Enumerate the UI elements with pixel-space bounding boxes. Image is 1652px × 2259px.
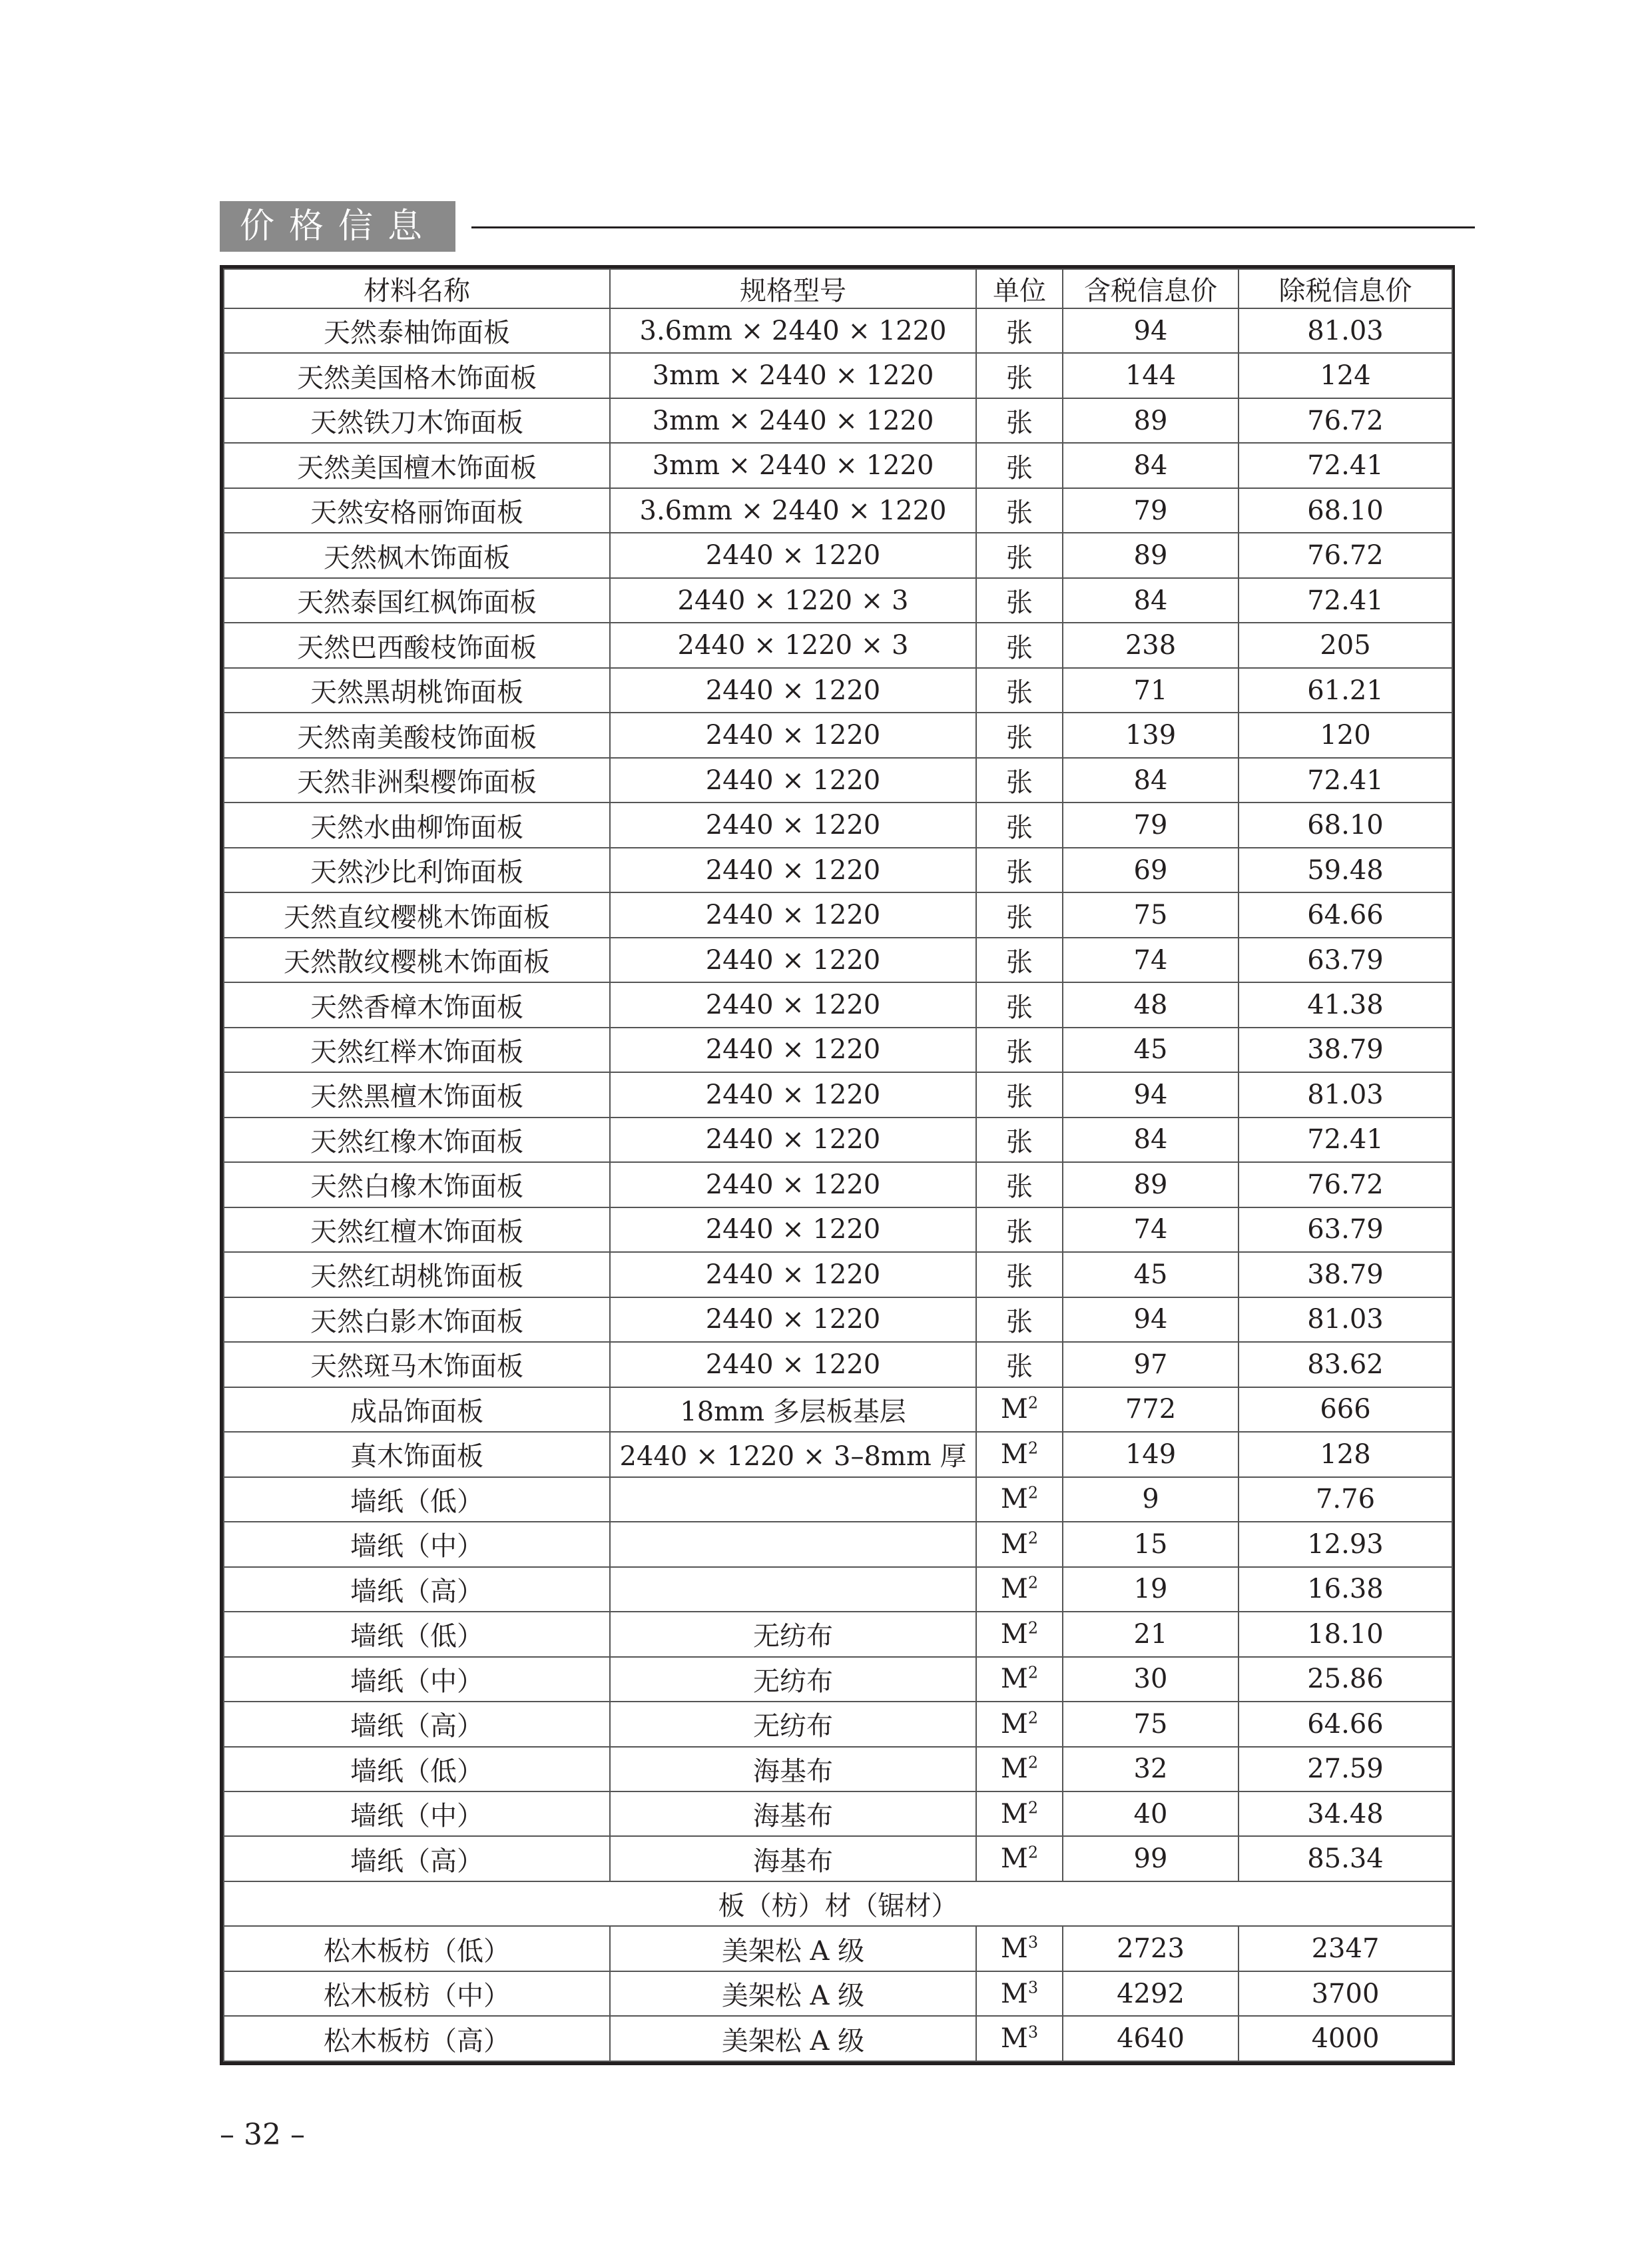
unit-text: 张 bbox=[1006, 497, 1033, 529]
table-row bbox=[224, 803, 1452, 847]
table-row bbox=[224, 1926, 1452, 1971]
unit-text: 张 bbox=[1006, 408, 1033, 439]
cell-name: 墙纸（低） bbox=[224, 1477, 610, 1522]
cell-unit bbox=[976, 1028, 1063, 1072]
table-row bbox=[224, 1028, 1452, 1072]
table-row bbox=[224, 443, 1452, 487]
cell-unit bbox=[976, 443, 1063, 487]
cell-price-tax: 21 bbox=[1063, 1612, 1239, 1656]
cell-price-tax: 84 bbox=[1063, 578, 1239, 623]
cell-price-tax: 4292 bbox=[1063, 1971, 1239, 2016]
cell-name: 天然非洲梨樱饰面板 bbox=[224, 758, 610, 803]
cell-name: 墙纸（高） bbox=[224, 1567, 610, 1612]
unit-text: M bbox=[1000, 1843, 1028, 1875]
cell-price-tax: 89 bbox=[1063, 1162, 1239, 1207]
table-row bbox=[224, 892, 1452, 937]
cell-unit bbox=[976, 533, 1063, 577]
cell-price-notax: 120 bbox=[1239, 713, 1452, 757]
section-row bbox=[224, 1881, 1452, 1926]
cell-name: 天然黑檀木饰面板 bbox=[224, 1072, 610, 1117]
cell-spec: 2440 × 1220 bbox=[610, 892, 976, 937]
unit-superscript: 2 bbox=[1027, 1753, 1039, 1772]
unit-text: 张 bbox=[1006, 1351, 1033, 1383]
column-header-price-tax: 含税信息价 bbox=[1063, 269, 1239, 308]
cell-price-notax: 41.38 bbox=[1239, 982, 1452, 1027]
cell-spec bbox=[610, 1477, 976, 1522]
cell-price-notax: 81.03 bbox=[1239, 1297, 1452, 1342]
cell-price-notax: 68.10 bbox=[1239, 488, 1452, 533]
table-row bbox=[224, 2016, 1452, 2061]
cell-name: 成品饰面板 bbox=[224, 1387, 610, 1432]
column-header-price-notax: 除税信息价 bbox=[1239, 269, 1452, 308]
cell-name: 墙纸（中） bbox=[224, 1791, 610, 1836]
cell-price-tax: 30 bbox=[1063, 1657, 1239, 1702]
unit-superscript: 3 bbox=[1027, 1978, 1039, 1997]
cell-price-tax: 15 bbox=[1063, 1522, 1239, 1566]
cell-spec: 3mm × 2440 × 1220 bbox=[610, 443, 976, 487]
table-header-row bbox=[224, 269, 1452, 308]
cell-name: 松木板枋（低） bbox=[224, 1926, 610, 1971]
cell-name: 天然南美酸枝饰面板 bbox=[224, 713, 610, 757]
cell-name: 天然泰国红枫饰面板 bbox=[224, 578, 610, 623]
table-row bbox=[224, 1747, 1452, 1791]
table-row bbox=[224, 1657, 1452, 1702]
table-row bbox=[224, 1207, 1452, 1252]
unit-text: 张 bbox=[1006, 902, 1033, 933]
cell-name: 天然巴西酸枝饰面板 bbox=[224, 623, 610, 667]
cell-name: 天然直纹樱桃木饰面板 bbox=[224, 892, 610, 937]
cell-name: 天然泰柚饰面板 bbox=[224, 308, 610, 353]
cell-unit bbox=[976, 488, 1063, 533]
cell-spec: 2440 × 1220 bbox=[610, 1342, 976, 1387]
cell-price-tax: 84 bbox=[1063, 1118, 1239, 1162]
cell-price-notax: 64.66 bbox=[1239, 1702, 1452, 1746]
cell-spec: 2440 × 1220 bbox=[610, 713, 976, 757]
cell-name: 墙纸（低） bbox=[224, 1747, 610, 1791]
cell-spec: 无纺布 bbox=[610, 1657, 976, 1702]
cell-price-tax: 32 bbox=[1063, 1747, 1239, 1791]
cell-unit bbox=[976, 353, 1063, 398]
cell-spec: 海基布 bbox=[610, 1836, 976, 1881]
cell-unit bbox=[976, 1836, 1063, 1881]
cell-unit bbox=[976, 1926, 1063, 1971]
cell-price-notax: 12.93 bbox=[1239, 1522, 1452, 1566]
unit-text: M bbox=[1000, 2023, 1028, 2055]
cell-spec: 2440 × 1220 bbox=[610, 533, 976, 577]
cell-unit bbox=[976, 982, 1063, 1027]
unit-text: M bbox=[1000, 1618, 1028, 1650]
cell-price-tax: 94 bbox=[1063, 308, 1239, 353]
cell-spec: 2440 × 1220 bbox=[610, 1162, 976, 1207]
unit-text: M bbox=[1000, 1754, 1028, 1785]
column-header-spec: 规格型号 bbox=[610, 269, 976, 308]
unit-superscript: 2 bbox=[1027, 1618, 1039, 1638]
cell-name: 松木板枋（高） bbox=[224, 2016, 610, 2061]
cell-name: 天然水曲柳饰面板 bbox=[224, 803, 610, 847]
table-row bbox=[224, 1612, 1452, 1656]
table-row bbox=[224, 1477, 1452, 1522]
cell-unit bbox=[976, 1162, 1063, 1207]
cell-price-tax: 79 bbox=[1063, 488, 1239, 533]
unit-superscript: 2 bbox=[1027, 1663, 1039, 1682]
cell-spec: 无纺布 bbox=[610, 1612, 976, 1656]
table-row bbox=[224, 1342, 1452, 1387]
unit-text: 张 bbox=[1006, 587, 1033, 619]
page-number: – 32 – bbox=[220, 2118, 305, 2152]
cell-price-tax: 79 bbox=[1063, 803, 1239, 847]
cell-price-notax: 27.59 bbox=[1239, 1747, 1452, 1791]
cell-name: 天然散纹樱桃木饰面板 bbox=[224, 938, 610, 982]
cell-spec: 18mm 多层板基层 bbox=[610, 1387, 976, 1432]
cell-price-tax: 89 bbox=[1063, 533, 1239, 577]
cell-spec: 3mm × 2440 × 1220 bbox=[610, 353, 976, 398]
table-row bbox=[224, 1072, 1452, 1117]
table-row bbox=[224, 353, 1452, 398]
cell-spec: 美架松 A 级 bbox=[610, 2016, 976, 2061]
cell-name: 墙纸（高） bbox=[224, 1702, 610, 1746]
cell-name: 天然白影木饰面板 bbox=[224, 1297, 610, 1342]
cell-name: 墙纸（高） bbox=[224, 1836, 610, 1881]
cell-price-tax: 45 bbox=[1063, 1028, 1239, 1072]
table-row bbox=[224, 713, 1452, 757]
cell-price-notax: 72.41 bbox=[1239, 443, 1452, 487]
table-row bbox=[224, 533, 1452, 577]
cell-price-notax: 205 bbox=[1239, 623, 1452, 667]
cell-price-tax: 75 bbox=[1063, 892, 1239, 937]
cell-unit bbox=[976, 803, 1063, 847]
cell-unit bbox=[976, 938, 1063, 982]
unit-text: 张 bbox=[1006, 767, 1033, 799]
cell-unit bbox=[976, 848, 1063, 892]
table-row bbox=[224, 938, 1452, 982]
table-row bbox=[224, 1387, 1452, 1432]
cell-name: 天然枫木饰面板 bbox=[224, 533, 610, 577]
cell-spec: 美架松 A 级 bbox=[610, 1971, 976, 2016]
cell-price-notax: 81.03 bbox=[1239, 1072, 1452, 1117]
cell-price-notax: 666 bbox=[1239, 1387, 1452, 1432]
cell-spec: 2440 × 1220 bbox=[610, 848, 976, 892]
unit-superscript: 3 bbox=[1027, 1933, 1039, 1952]
unit-text: M bbox=[1000, 1528, 1028, 1560]
unit-text: 张 bbox=[1006, 1216, 1033, 1247]
table-row bbox=[224, 1836, 1452, 1881]
cell-unit bbox=[976, 1387, 1063, 1432]
cell-price-tax: 75 bbox=[1063, 1702, 1239, 1746]
unit-text: 张 bbox=[1006, 992, 1033, 1023]
cell-spec bbox=[610, 1567, 976, 1612]
table-row bbox=[224, 758, 1452, 803]
cell-spec: 美架松 A 级 bbox=[610, 1926, 976, 1971]
unit-text: 张 bbox=[1006, 677, 1033, 709]
table-row bbox=[224, 1297, 1452, 1342]
unit-text: 张 bbox=[1006, 362, 1033, 394]
unit-text: 张 bbox=[1006, 1036, 1033, 1068]
unit-text: 张 bbox=[1006, 1261, 1033, 1293]
unit-superscript: 2 bbox=[1027, 1708, 1039, 1728]
cell-name: 天然铁刀木饰面板 bbox=[224, 398, 610, 443]
table-row bbox=[224, 1118, 1452, 1162]
cell-spec: 无纺布 bbox=[610, 1702, 976, 1746]
unit-text: M bbox=[1000, 1708, 1028, 1740]
unit-superscript: 2 bbox=[1027, 1439, 1039, 1458]
table-row bbox=[224, 1567, 1452, 1612]
cell-name: 天然红榉木饰面板 bbox=[224, 1028, 610, 1072]
cell-price-tax: 144 bbox=[1063, 353, 1239, 398]
unit-text: 张 bbox=[1006, 812, 1033, 843]
cell-unit bbox=[976, 713, 1063, 757]
cell-unit bbox=[976, 1072, 1063, 1117]
cell-spec: 海基布 bbox=[610, 1791, 976, 1836]
cell-unit bbox=[976, 1657, 1063, 1702]
cell-unit bbox=[976, 758, 1063, 803]
cell-name: 天然香樟木饰面板 bbox=[224, 982, 610, 1027]
column-header-unit: 单位 bbox=[976, 269, 1063, 308]
cell-name: 天然斑马木饰面板 bbox=[224, 1342, 610, 1387]
cell-price-notax: 124 bbox=[1239, 353, 1452, 398]
cell-price-notax: 18.10 bbox=[1239, 1612, 1452, 1656]
cell-price-notax: 34.48 bbox=[1239, 1791, 1452, 1836]
cell-name: 松木板枋（中） bbox=[224, 1971, 610, 2016]
cell-price-tax: 45 bbox=[1063, 1252, 1239, 1297]
cell-spec: 3.6mm × 2440 × 1220 bbox=[610, 488, 976, 533]
cell-name: 天然红橡木饰面板 bbox=[224, 1118, 610, 1162]
cell-price-tax: 99 bbox=[1063, 1836, 1239, 1881]
cell-name: 天然红檀木饰面板 bbox=[224, 1207, 610, 1252]
cell-price-notax: 3700 bbox=[1239, 1971, 1452, 2016]
cell-unit bbox=[976, 1297, 1063, 1342]
cell-spec: 3mm × 2440 × 1220 bbox=[610, 398, 976, 443]
cell-name: 墙纸（中） bbox=[224, 1657, 610, 1702]
cell-price-notax: 76.72 bbox=[1239, 398, 1452, 443]
cell-spec: 2440 × 1220 bbox=[610, 1118, 976, 1162]
cell-spec: 2440 × 1220 bbox=[610, 668, 976, 713]
cell-spec: 3.6mm × 2440 × 1220 bbox=[610, 308, 976, 353]
table-row bbox=[224, 623, 1452, 667]
cell-unit bbox=[976, 1791, 1063, 1836]
cell-price-notax: 63.79 bbox=[1239, 1207, 1452, 1252]
cell-name: 天然美国檀木饰面板 bbox=[224, 443, 610, 487]
cell-spec: 2440 × 1220 bbox=[610, 1297, 976, 1342]
cell-unit bbox=[976, 1747, 1063, 1791]
cell-name: 真木饰面板 bbox=[224, 1432, 610, 1476]
cell-price-tax: 71 bbox=[1063, 668, 1239, 713]
unit-superscript: 2 bbox=[1027, 1528, 1039, 1548]
cell-unit bbox=[976, 1252, 1063, 1297]
unit-text: 张 bbox=[1006, 1306, 1033, 1337]
unit-text: 张 bbox=[1006, 318, 1033, 349]
cell-spec: 2440 × 1220 bbox=[610, 982, 976, 1027]
unit-text: 张 bbox=[1006, 452, 1033, 484]
cell-spec: 2440 × 1220 bbox=[610, 1252, 976, 1297]
unit-superscript: 2 bbox=[1027, 1573, 1039, 1592]
cell-name: 天然黑胡桃饰面板 bbox=[224, 668, 610, 713]
cell-unit bbox=[976, 1432, 1063, 1476]
table-row bbox=[224, 1971, 1452, 2016]
cell-price-tax: 74 bbox=[1063, 1207, 1239, 1252]
price-table bbox=[220, 265, 1455, 2065]
unit-text: 张 bbox=[1006, 1126, 1033, 1157]
unit-text: M bbox=[1000, 1798, 1028, 1829]
unit-text: 张 bbox=[1006, 632, 1033, 663]
cell-spec: 海基布 bbox=[610, 1747, 976, 1791]
unit-text: M bbox=[1000, 1484, 1028, 1515]
table-row bbox=[224, 308, 1452, 353]
cell-price-notax: 61.21 bbox=[1239, 668, 1452, 713]
cell-unit bbox=[976, 398, 1063, 443]
cell-price-tax: 97 bbox=[1063, 1342, 1239, 1387]
cell-price-notax: 64.66 bbox=[1239, 892, 1452, 937]
section-header bbox=[220, 201, 1475, 252]
cell-unit bbox=[976, 1971, 1063, 2016]
cell-price-tax: 74 bbox=[1063, 938, 1239, 982]
cell-price-notax: 4000 bbox=[1239, 2016, 1452, 2061]
table-row bbox=[224, 982, 1452, 1027]
table-row bbox=[224, 398, 1452, 443]
cell-name: 天然美国格木饰面板 bbox=[224, 353, 610, 398]
table-row bbox=[224, 1162, 1452, 1207]
cell-price-tax: 4640 bbox=[1063, 2016, 1239, 2061]
cell-spec: 2440 × 1220 × 3 bbox=[610, 578, 976, 623]
cell-price-notax: 72.41 bbox=[1239, 578, 1452, 623]
cell-name: 天然沙比利饰面板 bbox=[224, 848, 610, 892]
cell-price-notax: 85.34 bbox=[1239, 1836, 1452, 1881]
cell-unit bbox=[976, 1567, 1063, 1612]
cell-unit bbox=[976, 1477, 1063, 1522]
unit-text: M bbox=[1000, 1978, 1028, 2009]
unit-text: 张 bbox=[1006, 542, 1033, 573]
cell-unit bbox=[976, 1342, 1063, 1387]
cell-spec: 2440 × 1220 × 3–8mm 厚 bbox=[610, 1432, 976, 1476]
table-row bbox=[224, 1791, 1452, 1836]
unit-text: M bbox=[1000, 1394, 1028, 1425]
cell-price-notax: 68.10 bbox=[1239, 803, 1452, 847]
cell-price-tax: 94 bbox=[1063, 1072, 1239, 1117]
cell-price-notax: 83.62 bbox=[1239, 1342, 1452, 1387]
cell-unit bbox=[976, 308, 1063, 353]
unit-superscript: 3 bbox=[1027, 2023, 1039, 2042]
table-row bbox=[224, 668, 1452, 713]
cell-price-tax: 19 bbox=[1063, 1567, 1239, 1612]
cell-price-tax: 89 bbox=[1063, 398, 1239, 443]
cell-price-notax: 16.38 bbox=[1239, 1567, 1452, 1612]
cell-price-tax: 84 bbox=[1063, 758, 1239, 803]
cell-spec: 2440 × 1220 bbox=[610, 1207, 976, 1252]
cell-spec: 2440 × 1220 × 3 bbox=[610, 623, 976, 667]
cell-spec: 2440 × 1220 bbox=[610, 758, 976, 803]
cell-price-notax: 128 bbox=[1239, 1432, 1452, 1476]
cell-price-tax: 139 bbox=[1063, 713, 1239, 757]
cell-price-tax: 94 bbox=[1063, 1297, 1239, 1342]
cell-price-tax: 149 bbox=[1063, 1432, 1239, 1476]
unit-text: 张 bbox=[1006, 857, 1033, 888]
unit-superscript: 2 bbox=[1027, 1843, 1039, 1862]
cell-name: 天然红胡桃饰面板 bbox=[224, 1252, 610, 1297]
unit-text: 张 bbox=[1006, 1082, 1033, 1113]
cell-spec: 2440 × 1220 bbox=[610, 938, 976, 982]
cell-price-tax: 238 bbox=[1063, 623, 1239, 667]
table-row bbox=[224, 488, 1452, 533]
cell-name: 天然白橡木饰面板 bbox=[224, 1162, 610, 1207]
section-title-cell: 板（枋）材（锯材） bbox=[224, 1881, 1452, 1926]
cell-spec: 2440 × 1220 bbox=[610, 1028, 976, 1072]
cell-name: 天然安格丽饰面板 bbox=[224, 488, 610, 533]
unit-text: M bbox=[1000, 1439, 1028, 1470]
cell-price-notax: 63.79 bbox=[1239, 938, 1452, 982]
cell-unit bbox=[976, 668, 1063, 713]
table-row bbox=[224, 1252, 1452, 1297]
unit-text: M bbox=[1000, 1664, 1028, 1695]
cell-spec: 2440 × 1220 bbox=[610, 803, 976, 847]
cell-unit bbox=[976, 623, 1063, 667]
cell-price-notax: 7.76 bbox=[1239, 1477, 1452, 1522]
cell-unit bbox=[976, 1522, 1063, 1566]
unit-text: 张 bbox=[1006, 947, 1033, 978]
cell-price-notax: 76.72 bbox=[1239, 1162, 1452, 1207]
header-rule bbox=[471, 226, 1475, 228]
table-row bbox=[224, 1702, 1452, 1746]
column-header-name: 材料名称 bbox=[224, 269, 610, 308]
cell-price-tax: 9 bbox=[1063, 1477, 1239, 1522]
table-row bbox=[224, 1522, 1452, 1566]
unit-superscript: 2 bbox=[1027, 1798, 1039, 1817]
cell-unit bbox=[976, 1207, 1063, 1252]
cell-price-notax: 76.72 bbox=[1239, 533, 1452, 577]
cell-price-notax: 38.79 bbox=[1239, 1252, 1452, 1297]
cell-unit bbox=[976, 1702, 1063, 1746]
unit-superscript: 2 bbox=[1027, 1394, 1039, 1413]
cell-price-tax: 772 bbox=[1063, 1387, 1239, 1432]
cell-price-notax: 59.48 bbox=[1239, 848, 1452, 892]
section-title: 价格信息 bbox=[220, 201, 455, 252]
cell-unit bbox=[976, 1612, 1063, 1656]
unit-text: 张 bbox=[1006, 722, 1033, 753]
cell-price-notax: 2347 bbox=[1239, 1926, 1452, 1971]
cell-name: 墙纸（低） bbox=[224, 1612, 610, 1656]
cell-price-notax: 25.86 bbox=[1239, 1657, 1452, 1702]
cell-price-tax: 69 bbox=[1063, 848, 1239, 892]
cell-price-tax: 84 bbox=[1063, 443, 1239, 487]
unit-text: 张 bbox=[1006, 1171, 1033, 1203]
cell-name: 墙纸（中） bbox=[224, 1522, 610, 1566]
cell-price-notax: 72.41 bbox=[1239, 758, 1452, 803]
cell-unit bbox=[976, 1118, 1063, 1162]
cell-unit bbox=[976, 578, 1063, 623]
cell-price-notax: 38.79 bbox=[1239, 1028, 1452, 1072]
table-row bbox=[224, 1432, 1452, 1476]
unit-text: M bbox=[1000, 1574, 1028, 1605]
cell-spec bbox=[610, 1522, 976, 1566]
unit-text: M bbox=[1000, 1933, 1028, 1965]
unit-superscript: 2 bbox=[1027, 1484, 1039, 1502]
cell-price-tax: 2723 bbox=[1063, 1926, 1239, 1971]
table-row bbox=[224, 578, 1452, 623]
cell-spec: 2440 × 1220 bbox=[610, 1072, 976, 1117]
cell-price-notax: 72.41 bbox=[1239, 1118, 1452, 1162]
cell-unit bbox=[976, 2016, 1063, 2061]
cell-price-tax: 48 bbox=[1063, 982, 1239, 1027]
table-row bbox=[224, 848, 1452, 892]
cell-price-notax: 81.03 bbox=[1239, 308, 1452, 353]
cell-price-tax: 40 bbox=[1063, 1791, 1239, 1836]
cell-unit bbox=[976, 892, 1063, 937]
